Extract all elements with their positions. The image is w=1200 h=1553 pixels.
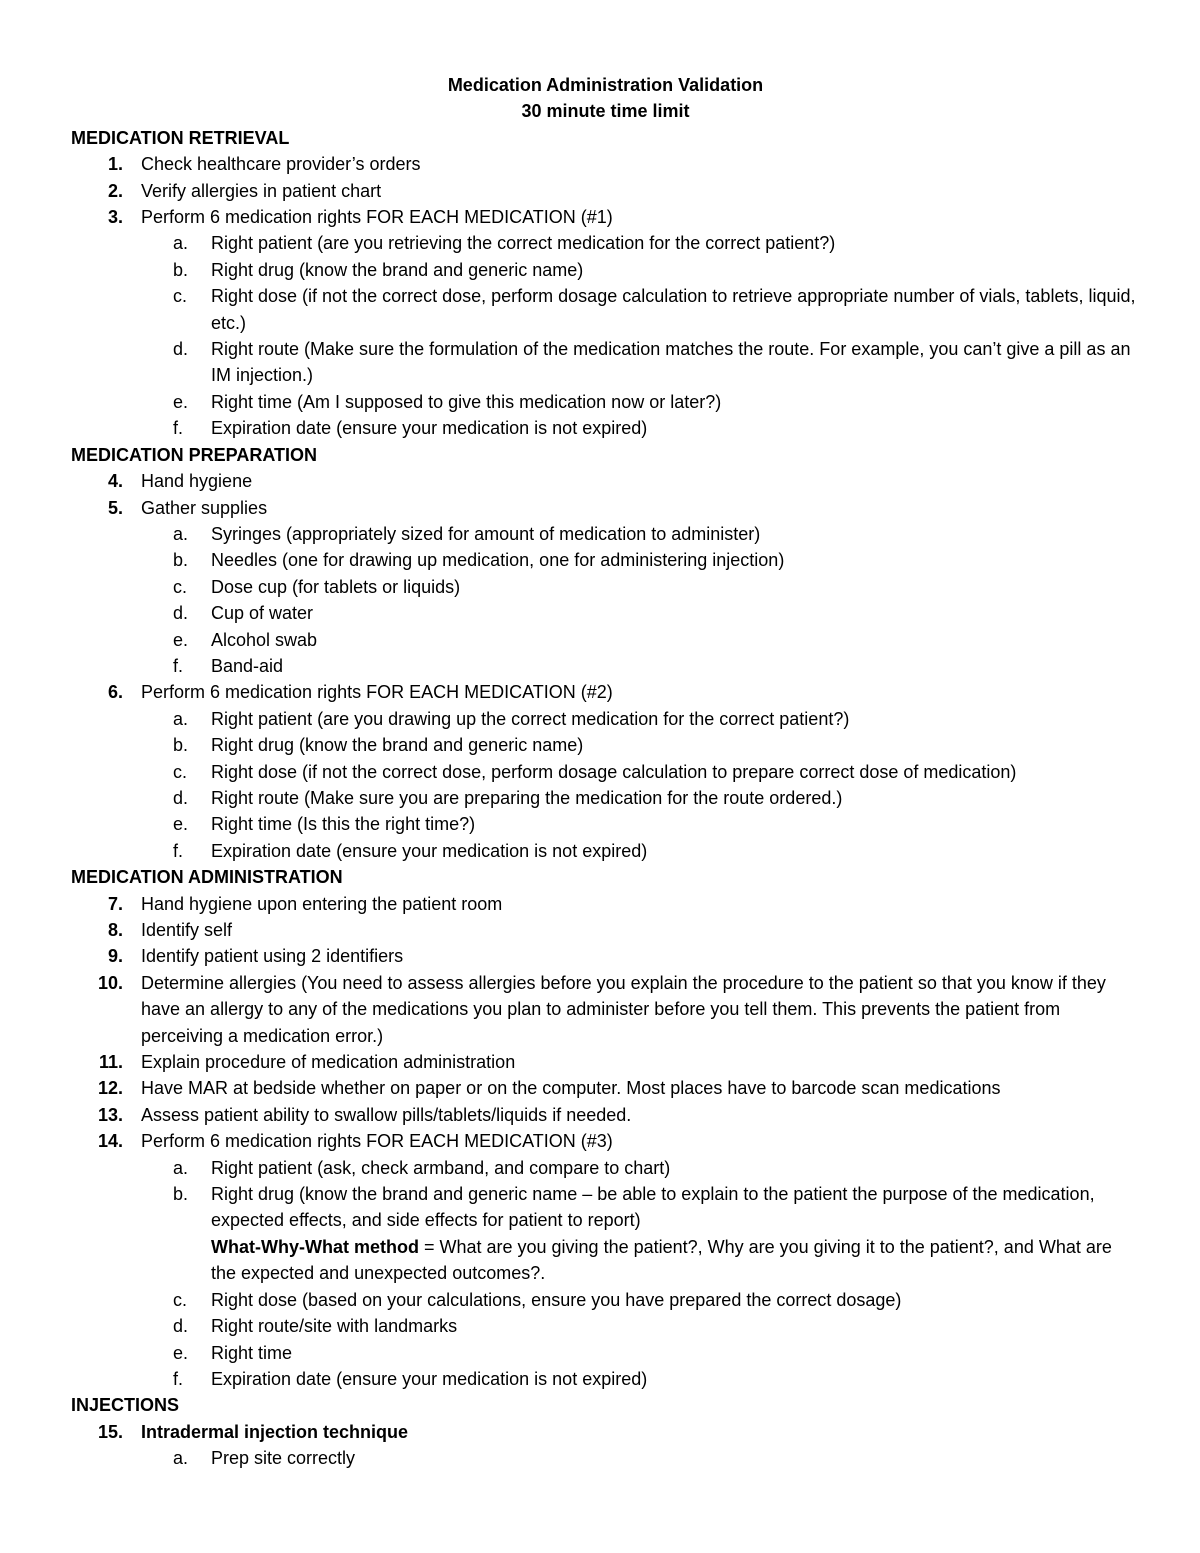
sub-item [71, 759, 1140, 785]
item-number: 9. [107, 946, 123, 967]
section-heading-retrieval: MEDICATION RETRIEVAL [71, 127, 290, 148]
sub-item [71, 283, 1140, 336]
sub-item-text: Syringes (appropriately sized for amount of medication to administer) [211, 523, 761, 544]
sub-item-letter: a. [173, 1157, 189, 1178]
sub-item [71, 336, 1140, 389]
sub-item [71, 600, 1140, 626]
item-number: 5. [107, 497, 123, 518]
sub-item-text: Right drug (know the brand and generic name) [211, 259, 584, 280]
section-heading-injections: INJECTIONS [71, 1395, 180, 1416]
item-text: Hand hygiene upon entering the patient room [141, 893, 503, 914]
list-item [71, 1075, 1140, 1101]
item-text: Perform 6 medication rights FOR EACH MEDICATION (#3) [141, 1131, 613, 1152]
sub-item-text: Right time [211, 1342, 293, 1363]
sub-item-text: Right time (Am I supposed to give this medication now or later?) [211, 391, 722, 412]
item-number: 7. [107, 893, 123, 914]
sub-item-text: Band-aid [211, 655, 284, 676]
sub-item-letter: a. [173, 523, 189, 544]
sub-item-text: Dose cup (for tablets or liquids) [211, 576, 461, 597]
sub-item-text: Right dose (if not the correct dose, perform dosage calculation to prepare correct dose of medication) [211, 761, 1017, 782]
sub-item [71, 574, 1140, 600]
sub-item-letter: a. [173, 1448, 189, 1469]
sub-item-text: Right patient (are you retrieving the correct medication for the correct patient?) [211, 233, 836, 254]
sub-item-letter: c. [173, 286, 188, 307]
sub-item-letter: e. [173, 814, 189, 835]
sub-item [71, 389, 1140, 415]
item-number: 11. [98, 1052, 123, 1073]
sub-item-letter: e. [173, 1342, 189, 1363]
sub-item-text: Right route/site with landmarks [211, 1316, 458, 1337]
item-number: 12. [97, 1078, 123, 1099]
list-item [71, 1102, 1140, 1128]
list-item [71, 178, 1140, 204]
item-text: Determine allergies (You need to assess allergies before you explain the procedure to the patient so that you know if they have an allergy to any of the medications you plan to administer before you tell them. This prevents the patient from perceiving a medication error.) [141, 972, 1106, 1046]
item-text: Perform 6 medication rights FOR EACH MEDICATION (#2) [141, 682, 613, 703]
sub-item-letter: c. [173, 576, 188, 597]
sub-item [71, 732, 1140, 758]
item-number: 3. [107, 207, 123, 228]
sub-item-letter: d. [173, 339, 189, 360]
item-number: 15. [97, 1421, 123, 1442]
sub-item-letter: a. [173, 708, 189, 729]
sub-item-text: Prep site correctly [211, 1448, 356, 1469]
sub-item-letter: d. [173, 603, 189, 624]
document-title: Medication Administration Validation [447, 75, 764, 95]
sub-item-text: Right dose (if not the correct dose, perform dosage calculation to retrieve appropriate number of vials, tablets, liquid, etc.) [211, 286, 1136, 333]
item-number: 10. [97, 972, 123, 993]
sub-item-text: Right patient (ask, check armband, and compare to chart) [211, 1157, 671, 1178]
sub-item-letter: b. [173, 1184, 189, 1205]
item-text: Identify self [141, 920, 233, 940]
sub-item [71, 1366, 1140, 1392]
item-number: 4. [107, 471, 123, 492]
document-subtitle: 30 minute time limit [521, 101, 690, 122]
list-item [71, 468, 1140, 494]
list-item [71, 1419, 1140, 1445]
section-heading-preparation: MEDICATION PREPARATION [71, 444, 317, 465]
list-item [71, 151, 1140, 177]
item-text: Intradermal injection technique [141, 1421, 409, 1442]
sub-item-letter: e. [173, 391, 189, 412]
sub-item-text: Right dose (based on your calculations, ensure you have prepared the correct dosage) [211, 1289, 902, 1310]
section-heading-administration: MEDICATION ADMINISTRATION [71, 867, 343, 888]
item-number: 1. [107, 154, 123, 175]
item-text: Explain procedure of medication administration [141, 1052, 516, 1073]
item-text: Verify allergies in patient chart [141, 180, 382, 201]
list-item [71, 679, 1140, 705]
sub-item [71, 1181, 1140, 1234]
sub-item [71, 521, 1140, 547]
sub-item-letter: d. [173, 1316, 189, 1337]
item-text: Have MAR at bedside whether on paper or on the computer. Most places have to barcode scan medications [141, 1078, 1001, 1099]
item-number: 6. [107, 682, 123, 703]
list-item [71, 1128, 1140, 1154]
list-item [71, 891, 1140, 917]
item-number: 13. [97, 1104, 123, 1125]
sub-item [71, 838, 1140, 864]
sub-item-letter: d. [173, 787, 189, 808]
item-text: Identify patient using 2 identifiers [141, 946, 404, 967]
sub-item-text: Expiration date (ensure your medication is not expired) [211, 1368, 648, 1389]
sub-item-letter: f. [173, 655, 184, 676]
sub-item [71, 1445, 1140, 1471]
sub-item-text: Needles (one for drawing up medication, one for administering injection) [211, 550, 785, 571]
sub-item [71, 257, 1140, 283]
item-text: Perform 6 medication rights FOR EACH MEDICATION (#1) [141, 207, 613, 228]
list-item [71, 970, 1140, 1049]
sub-item-text: Right patient (are you drawing up the correct medication for the correct patient?) [211, 708, 850, 729]
sub-item [71, 785, 1140, 811]
sub-item-letter: b. [173, 259, 189, 280]
item-text: Gather supplies [141, 497, 268, 518]
sub-item [71, 811, 1140, 837]
sub-item-text: Expiration date (ensure your medication is not expired) [211, 840, 648, 861]
sub-item-text: Cup of water [211, 603, 314, 624]
method-label: What-Why-What method [211, 1236, 419, 1257]
sub-item-letter: f. [173, 418, 184, 439]
sub-item-text: Right drug (know the brand and generic name – be able to explain to the patient the purpose of the medication, expected effects, and side effects for patient to report) [211, 1184, 1095, 1231]
sub-item-text: Right time (Is this the right time?) [211, 814, 476, 835]
sub-item [71, 547, 1140, 573]
sub-item-letter: b. [173, 550, 189, 571]
sub-item [71, 1340, 1140, 1366]
sub-item-text: Alcohol swab [211, 629, 318, 650]
item-text: Check healthcare provider’s orders [141, 154, 421, 175]
sub-item [71, 1287, 1140, 1313]
item-number: 14. [97, 1131, 123, 1152]
list-item [71, 943, 1140, 969]
sub-item-letter: c. [173, 1289, 188, 1310]
sub-item-letter: a. [173, 233, 189, 254]
sub-item-letter: c. [173, 761, 188, 782]
sub-item [71, 230, 1140, 256]
list-item [71, 1049, 1140, 1075]
list-item [71, 204, 1140, 230]
sub-item-letter: f. [173, 840, 184, 861]
method-text: = What are you giving the patient?, Why are you giving it to the patient?, and What are the expected and unexpected outcomes?. [211, 1236, 1112, 1284]
sub-item-text: Expiration date (ensure your medication is not expired) [211, 418, 648, 439]
sub-item [71, 627, 1140, 653]
method-note [71, 1234, 1140, 1287]
sub-item [71, 1155, 1140, 1181]
item-number: 2. [107, 180, 123, 201]
sub-item-letter: b. [173, 735, 189, 756]
sub-item [71, 653, 1140, 679]
item-text: Assess patient ability to swallow pills/tablets/liquids if needed. [141, 1104, 632, 1125]
list-item [71, 917, 1140, 943]
sub-item [71, 706, 1140, 732]
sub-item-text: Right route (Make sure you are preparing the medication for the route ordered.) [211, 787, 843, 808]
sub-item-text: Right drug (know the brand and generic name) [211, 735, 584, 756]
item-number: 8. [107, 920, 123, 940]
item-text: Hand hygiene [141, 471, 253, 492]
list-item [71, 495, 1140, 521]
sub-item [71, 1313, 1140, 1339]
sub-item-letter: e. [173, 629, 189, 650]
sub-item-letter: f. [173, 1368, 184, 1389]
sub-item [71, 415, 1140, 441]
sub-item-text: Right route (Make sure the formulation of the medication matches the route. For example, you can’t give a pill as an IM injection.) [211, 339, 1131, 386]
